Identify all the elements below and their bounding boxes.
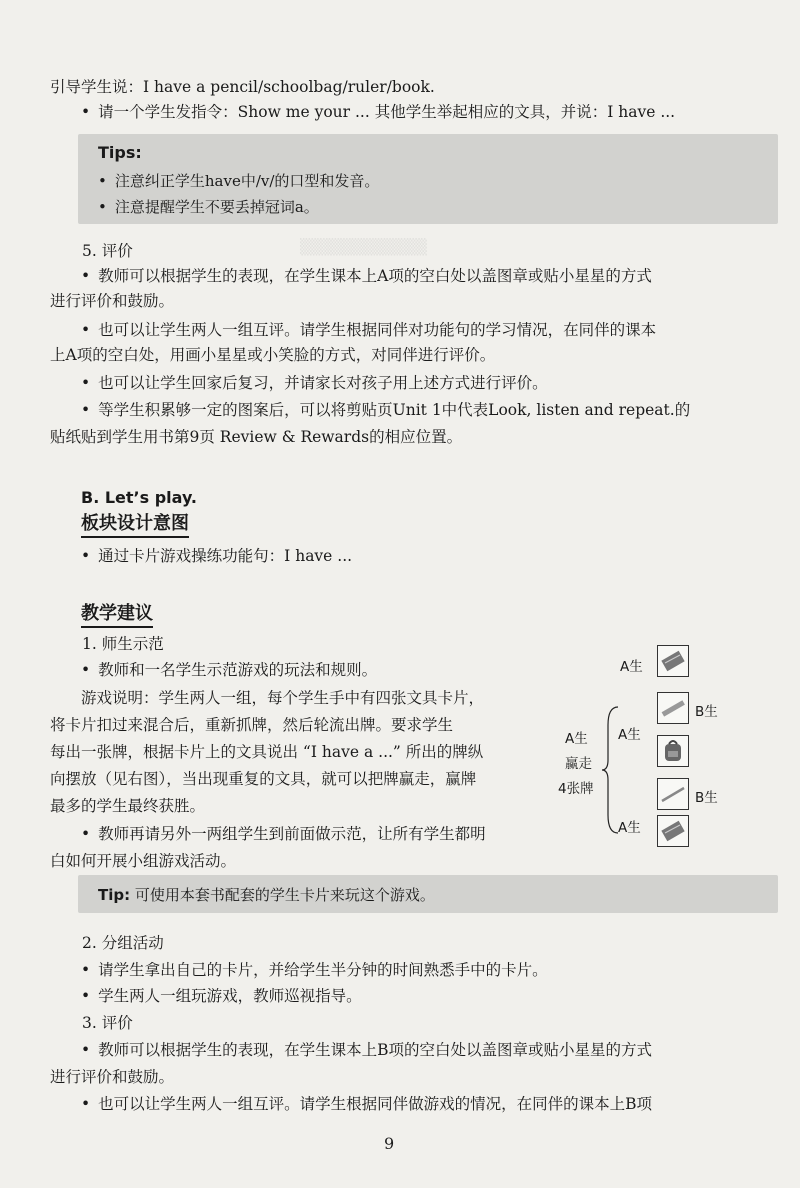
step-heading: 1. 师生示范 [82,635,164,653]
diagram-label-a: A生 [618,820,641,836]
rules-line: 最多的学生最终获胜。 [50,797,206,815]
rules-line: 游戏说明：学生两人一组，每个学生手中有四张文具卡片， [81,689,485,707]
design-heading: 板块设计意图 [81,513,189,538]
bleed-through: ▒▒▒▒▒▒▒▒▒▒▒ [300,238,427,256]
rules-line: 将卡片扣过来混合后，重新抓牌，然后轮流出牌。要求学生 [50,716,454,734]
demo-paragraph: • 教师再请另外一两组学生到前面做示范，让所有学生都明 [81,823,486,845]
diagram-label-b: B生 [695,790,718,806]
diagram-label-b: B生 [695,704,718,720]
eval2-paragraph: • 也可以让学生两人一组互评。请学生根据同伴做游戏的情况，在同伴的课本上B项 [81,1093,652,1115]
tip-label: Tip: [98,886,131,904]
guide-line: 引导学生说：I have a pencil/schoolbag/ruler/book. [50,78,435,96]
page-number: 9 [384,1134,395,1153]
eval-paragraph: • 也可以让学生回家后复习，并请家长对孩子用上述方式进行评价。 [81,372,548,394]
rules-line: 每出一张牌，根据卡片上的文具说出 “I have a ...” 所出的牌纵 [50,743,484,761]
eval-paragraph-cont: 上A项的空白处，用画小星星或小笑脸的方式，对同伴进行评价。 [50,346,496,364]
ruler-icon [657,692,689,724]
book-icon [657,815,689,847]
eval-paragraph: • 教师可以根据学生的表现，在学生课本上A项的空白处以盖图章或贴小星星的方式 [81,265,652,287]
eval-heading: 5. 评价 [82,242,133,260]
brace-icon [600,705,620,835]
eval2-paragraph-cont: 进行评价和鼓励。 [50,1068,175,1086]
suggest-heading: 教学建议 [81,603,153,628]
eval-paragraph-cont: 贴纸贴到学生用书第9页 Review & Rewards的相应位置。 [50,428,463,446]
diagram-win-label: 4张牌 [558,781,594,797]
demo-paragraph-cont: 白如何开展小组游戏活动。 [50,852,237,870]
tip-line [98,884,435,905]
design-item: • 通过卡片游戏操练功能句：I have ... [81,545,352,567]
book-icon [657,645,689,677]
group-item: • 学生两人一组玩游戏，教师巡视指导。 [81,985,362,1007]
group-heading: 2. 分组活动 [82,934,164,952]
diagram-win-label: A生 [565,731,588,747]
diagram-label-a: A生 [620,659,643,675]
pencil-icon [657,778,689,810]
rules-line: 向摆放（见右图），当出现重复的文具，就可以把牌赢走，赢牌 [50,770,477,788]
tip-text: 可使用本套书配套的学生卡片来玩这个游戏。 [134,886,435,904]
tips-title: Tips: [98,143,142,162]
tip-item: • 注意提醒学生不要丢掉冠词a。 [98,196,319,218]
diagram-label-a: A生 [618,727,641,743]
schoolbag-icon [657,735,689,767]
command-line: • 请一个学生发指令：Show me your ... 其他学生举起相应的文具，并说：I have ... [81,101,675,123]
diagram-win-label: 赢走 [565,756,592,772]
part-b-title: B. Let’s play. [81,488,197,507]
eval-paragraph-cont: 进行评价和鼓励。 [50,292,175,310]
step-item: • 教师和一名学生示范游戏的玩法和规则。 [81,659,377,681]
group-item: • 请学生拿出自己的卡片，并给学生半分钟的时间熟悉手中的卡片。 [81,959,548,981]
tip-item: • 注意纠正学生have中/v/的口型和发音。 [98,170,379,192]
eval-paragraph: • 等学生积累够一定的图案后，可以将剪贴页Unit 1中代表Look, listen and repeat.的 [81,399,690,421]
eval2-paragraph: • 教师可以根据学生的表现，在学生课本上B项的空白处以盖图章或贴小星星的方式 [81,1039,652,1061]
eval-paragraph: • 也可以让学生两人一组互评。请学生根据同伴对功能句的学习情况，在同伴的课本 [81,319,656,341]
eval2-heading: 3. 评价 [82,1014,133,1032]
